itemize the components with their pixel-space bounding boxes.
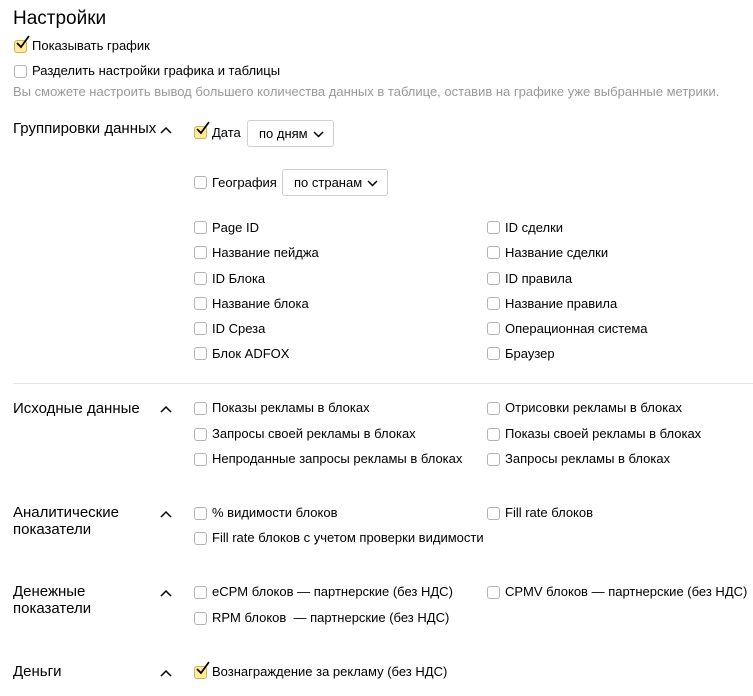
option-label: Показы своей рекламы в блоках xyxy=(505,426,702,441)
option-checkbox[interactable] xyxy=(487,246,500,259)
show-chart-checkbox[interactable] xyxy=(14,40,27,53)
group-title-money: Деньги xyxy=(13,663,62,680)
group-title-analytics-line2: показатели xyxy=(13,521,92,538)
option-checkbox[interactable] xyxy=(487,322,500,335)
option-checkbox[interactable] xyxy=(487,507,500,520)
option-label: Fill rate блоков с учетом проверки видимости xyxy=(212,530,484,545)
chevron-up-icon[interactable] xyxy=(159,509,173,519)
option-label: Fill rate блоков xyxy=(505,505,594,520)
option-label: Название блока xyxy=(212,296,309,311)
reward-label: Вознаграждение за рекламу (без НДС) xyxy=(212,664,448,679)
option-label: ID сделки xyxy=(505,220,564,235)
option-checkbox[interactable] xyxy=(194,322,207,335)
group-title-analytics: Аналитические xyxy=(13,504,119,521)
group-title-source: Исходные данные xyxy=(13,400,140,417)
hint-text: Вы сможете настроить вывод большего количества данных в таблице, оставив на графике уже выбранные метрики. xyxy=(13,84,720,99)
page-title: Настройки xyxy=(13,8,107,29)
option-checkbox[interactable] xyxy=(487,272,500,285)
option-label: Браузер xyxy=(505,346,555,361)
option-label: Запросы своей рекламы в блоках xyxy=(212,426,416,441)
option-label: Название пейджа xyxy=(212,245,319,260)
checkmark-icon xyxy=(15,35,31,51)
option-checkbox[interactable] xyxy=(194,428,207,441)
chevron-down-icon xyxy=(313,130,324,138)
split-settings-label: Разделить настройки графика и таблицы xyxy=(32,63,281,78)
option-label: Показы рекламы в блоках xyxy=(212,400,370,415)
option-checkbox[interactable] xyxy=(194,347,207,360)
option-label: RPM блоков — партнерские (без НДС) xyxy=(212,610,450,625)
option-checkbox[interactable] xyxy=(194,453,207,466)
option-checkbox[interactable] xyxy=(194,586,207,599)
option-checkbox[interactable] xyxy=(194,221,207,234)
chevron-down-icon xyxy=(367,179,378,187)
date-label: Дата xyxy=(212,125,241,140)
option-label: Блок ADFOX xyxy=(212,346,290,361)
option-checkbox[interactable] xyxy=(194,507,207,520)
date-period-select[interactable] xyxy=(247,120,334,147)
option-checkbox[interactable] xyxy=(487,402,500,415)
option-label: Название правила xyxy=(505,296,618,311)
option-checkbox[interactable] xyxy=(487,221,500,234)
option-label: Операционная система xyxy=(505,321,648,336)
option-label: ID Блока xyxy=(212,271,266,286)
option-label: ID правила xyxy=(505,271,573,286)
section-divider xyxy=(13,383,753,384)
option-label: Отрисовки рекламы в блоках xyxy=(505,400,682,415)
option-label: Непроданные запросы рекламы в блоках xyxy=(212,451,463,466)
chevron-up-icon[interactable] xyxy=(159,668,173,678)
option-checkbox[interactable] xyxy=(487,428,500,441)
show-chart-label: Показывать график xyxy=(32,38,150,53)
option-checkbox[interactable] xyxy=(487,586,500,599)
option-checkbox[interactable] xyxy=(194,246,207,259)
group-title-money-metrics: Денежные xyxy=(13,583,86,600)
option-label: ID Среза xyxy=(212,321,266,336)
option-checkbox[interactable] xyxy=(487,453,500,466)
chevron-up-icon[interactable] xyxy=(159,588,173,598)
option-checkbox[interactable] xyxy=(194,272,207,285)
option-label: Page ID xyxy=(212,220,259,235)
option-checkbox[interactable] xyxy=(194,612,207,625)
geo-label: География xyxy=(212,175,277,190)
option-label: % видимости блоков xyxy=(212,505,338,520)
option-label: Название сделки xyxy=(505,245,609,260)
option-label: Запросы рекламы в блоках xyxy=(505,451,671,466)
option-label: eCPM блоков — партнерские (без НДС) xyxy=(212,584,453,599)
chevron-up-icon[interactable] xyxy=(159,125,173,135)
option-label: CPMV блоков — партнерские (без НДС) xyxy=(505,584,748,599)
reward-checkbox[interactable] xyxy=(194,666,207,679)
option-checkbox[interactable] xyxy=(194,402,207,415)
group-title-money-metrics-line2: показатели xyxy=(13,600,92,617)
checkmark-icon xyxy=(195,661,211,677)
option-checkbox[interactable] xyxy=(194,532,207,545)
geo-checkbox[interactable] xyxy=(194,176,207,189)
split-settings-checkbox[interactable] xyxy=(14,65,27,78)
option-checkbox[interactable] xyxy=(487,347,500,360)
option-checkbox[interactable] xyxy=(487,297,500,310)
checkmark-icon xyxy=(195,121,211,137)
geo-level-select[interactable] xyxy=(282,169,388,196)
geo-level-value: по странам xyxy=(294,175,363,190)
date-period-value: по дням xyxy=(259,126,308,141)
group-title-grouping: Группировки данных xyxy=(13,120,157,137)
date-checkbox[interactable] xyxy=(194,126,207,139)
option-checkbox[interactable] xyxy=(194,297,207,310)
chevron-up-icon[interactable] xyxy=(159,404,173,414)
